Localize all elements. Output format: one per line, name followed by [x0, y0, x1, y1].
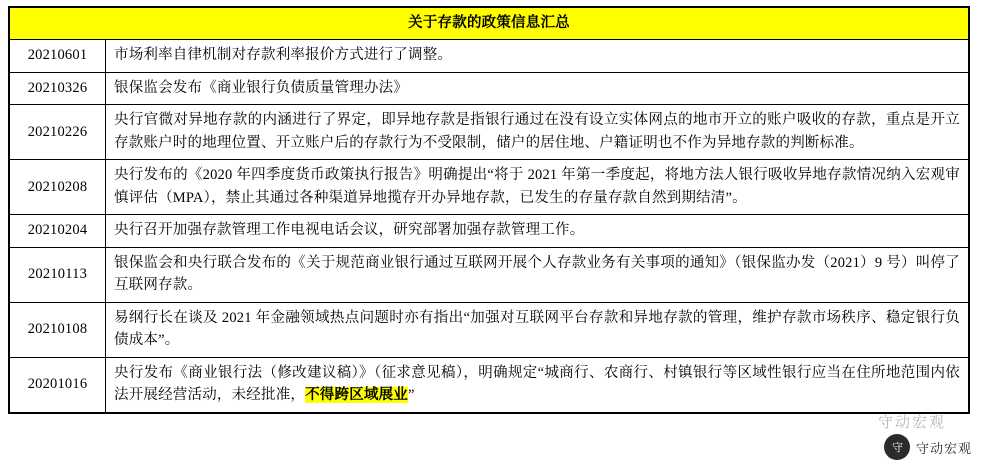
table-row [10, 302, 969, 357]
table-row [10, 247, 969, 302]
row-date: 20210226 [10, 105, 106, 160]
policy-summary-table [8, 6, 970, 414]
row-date: 20210601 [10, 40, 106, 72]
row-text: 市场利率自律机制对存款利率报价方式进行了调整。 [106, 40, 969, 72]
row-date: 20201016 [10, 357, 106, 412]
row-date: 20210113 [10, 247, 106, 302]
row-date: 20210326 [10, 72, 106, 104]
row-text-highlight: 不得跨区域展业 [305, 387, 409, 404]
table-row [10, 160, 969, 215]
watermark-logo-icon: 守 [884, 434, 910, 460]
row-date: 20210204 [10, 215, 106, 247]
row-text-part: 央行发布《商业银行法（修改建议稿）》（征求意见稿），明确规定“城商行、农商行、村镇银行等区域性银行应当在住所地范围内依法开展经营活动，未经批准， [114, 364, 960, 404]
table-row [10, 72, 969, 104]
row-text-part: ” [408, 387, 415, 404]
table-row [10, 357, 969, 412]
row-text: 银保监会和央行联合发布的《关于规范商业银行通过互联网开展个人存款业务有关事项的通知》（银保监办发（2021）9 号）叫停了互联网存款。 [106, 247, 969, 302]
row-text: 易纲行长在谈及 2021 年金融领域热点问题时亦有指出“加强对互联网平台存款和异地存款的管理，维护存款市场秩序、稳定银行负债成本”。 [106, 302, 969, 357]
table-row [10, 215, 969, 247]
row-text: 央行官微对异地存款的内涵进行了界定，即异地存款是指银行通过在没有设立实体网点的地市开立的账户吸收的存款，重点是开立存款账户时的地理位置、开立账户后的存款行为不受限制，储户的居住地、户籍证明也不作为异地存款的判断标准。 [106, 105, 969, 160]
row-text: 银保监会发布《商业银行负债质量管理办法》 [106, 72, 969, 104]
row-date: 20210108 [10, 302, 106, 357]
table-row [10, 40, 969, 72]
policy-table-body [10, 8, 969, 413]
watermark [884, 434, 972, 460]
table-title-row [10, 8, 969, 40]
watermark-ghost-text: 守动宏观 [877, 414, 946, 431]
table-row [10, 105, 969, 160]
row-text: 央行发布的《2020 年四季度货币政策执行报告》明确提出“将于 2021 年第一季度起，将地方法人银行吸收异地存款情况纳入宏观审慎评估（MPA），禁止其通过各种渠道异地揽存开办异地存款，已发生的存量存款自然到期结清”。 [106, 160, 969, 215]
policy-table [9, 7, 969, 413]
row-text-segmented [106, 357, 969, 412]
row-date: 20210208 [10, 160, 106, 215]
watermark-label: 守动宏观 [915, 440, 972, 456]
row-text: 央行召开加强存款管理工作电视电话会议，研究部署加强存款管理工作。 [106, 215, 969, 247]
page-title: 关于存款的政策信息汇总 [10, 8, 969, 40]
